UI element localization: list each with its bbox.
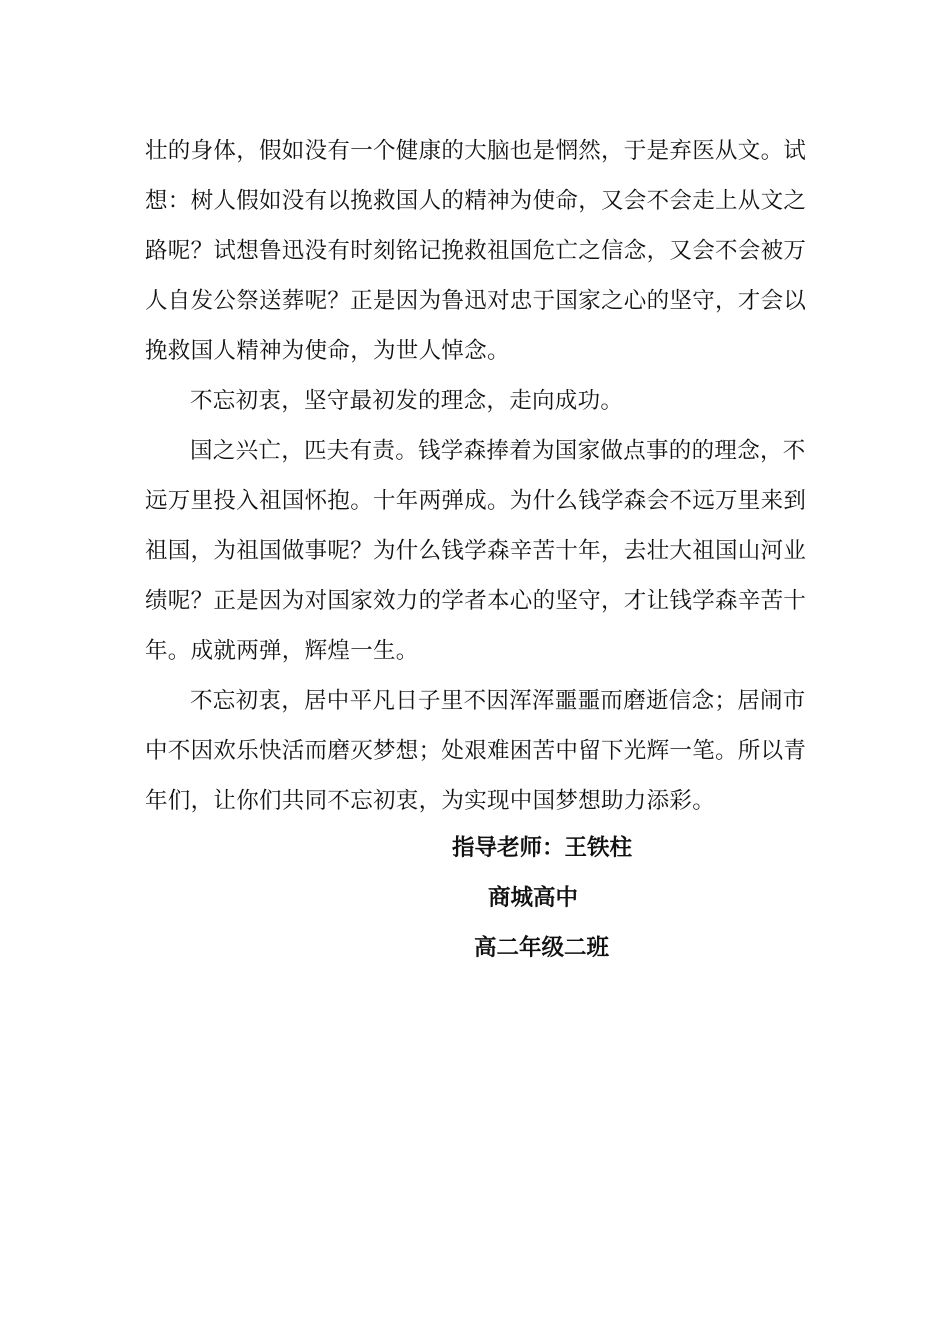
paragraph-1-line-5: 挽救国人精神为使命，为世人悼念。	[145, 338, 510, 364]
paragraph-3-line-3: 祖国，为祖国做事呢？为什么钱学森辛苦十年，去壮大祖国山河业	[145, 538, 807, 564]
essay-body	[145, 126, 807, 826]
paragraph-3-line-2: 远万里投入祖国怀抱。十年两弹成。为什么钱学森会不远万里来到	[145, 488, 807, 514]
paragraph-3-line-4: 绩呢？正是因为对国家效力的学者本心的坚守，才让钱学森辛苦十	[145, 588, 807, 614]
advisor-signature: 指导老师：王铁柱	[452, 835, 633, 861]
paragraph-2-line-1: 不忘初衷，坚守最初发的理念，走向成功。	[190, 388, 624, 414]
class-name: 高二年级二班	[474, 935, 610, 961]
paragraph-3-line-5: 年。成就两弹，辉煌一生。	[145, 638, 419, 664]
paragraph-3-line-1: 国之兴亡，匹夫有责。钱学森捧着为国家做点事的的理念，不	[190, 438, 806, 464]
school-name: 商城高中	[488, 885, 579, 911]
paragraph-1-line-1: 壮的身体，假如没有一个健康的大脑也是惘然，于是弃医从文。试	[145, 138, 807, 164]
paragraph-4-line-1: 不忘初衷，居中平凡日子里不因浑浑噩噩而磨逝信念；居闹市	[190, 688, 806, 714]
paragraph-1-line-4: 人自发公祭送葬呢？正是因为鲁迅对忠于国家之心的坚守，才会以	[145, 288, 807, 314]
paragraph-4-line-3: 年们，让你们共同不忘初衷，为实现中国梦想助力添彩。	[145, 788, 716, 814]
paragraph-4-line-2: 中不因欢乐快活而磨灭梦想；处艰难困苦中留下光辉一笔。所以青	[145, 738, 807, 764]
paragraph-1-line-2: 想：树人假如没有以挽救国人的精神为使命，又会不会走上从文之	[145, 188, 807, 214]
paragraph-1-line-3: 路呢？试想鲁迅没有时刻铭记挽救祖国危亡之信念，又会不会被万	[145, 238, 807, 264]
